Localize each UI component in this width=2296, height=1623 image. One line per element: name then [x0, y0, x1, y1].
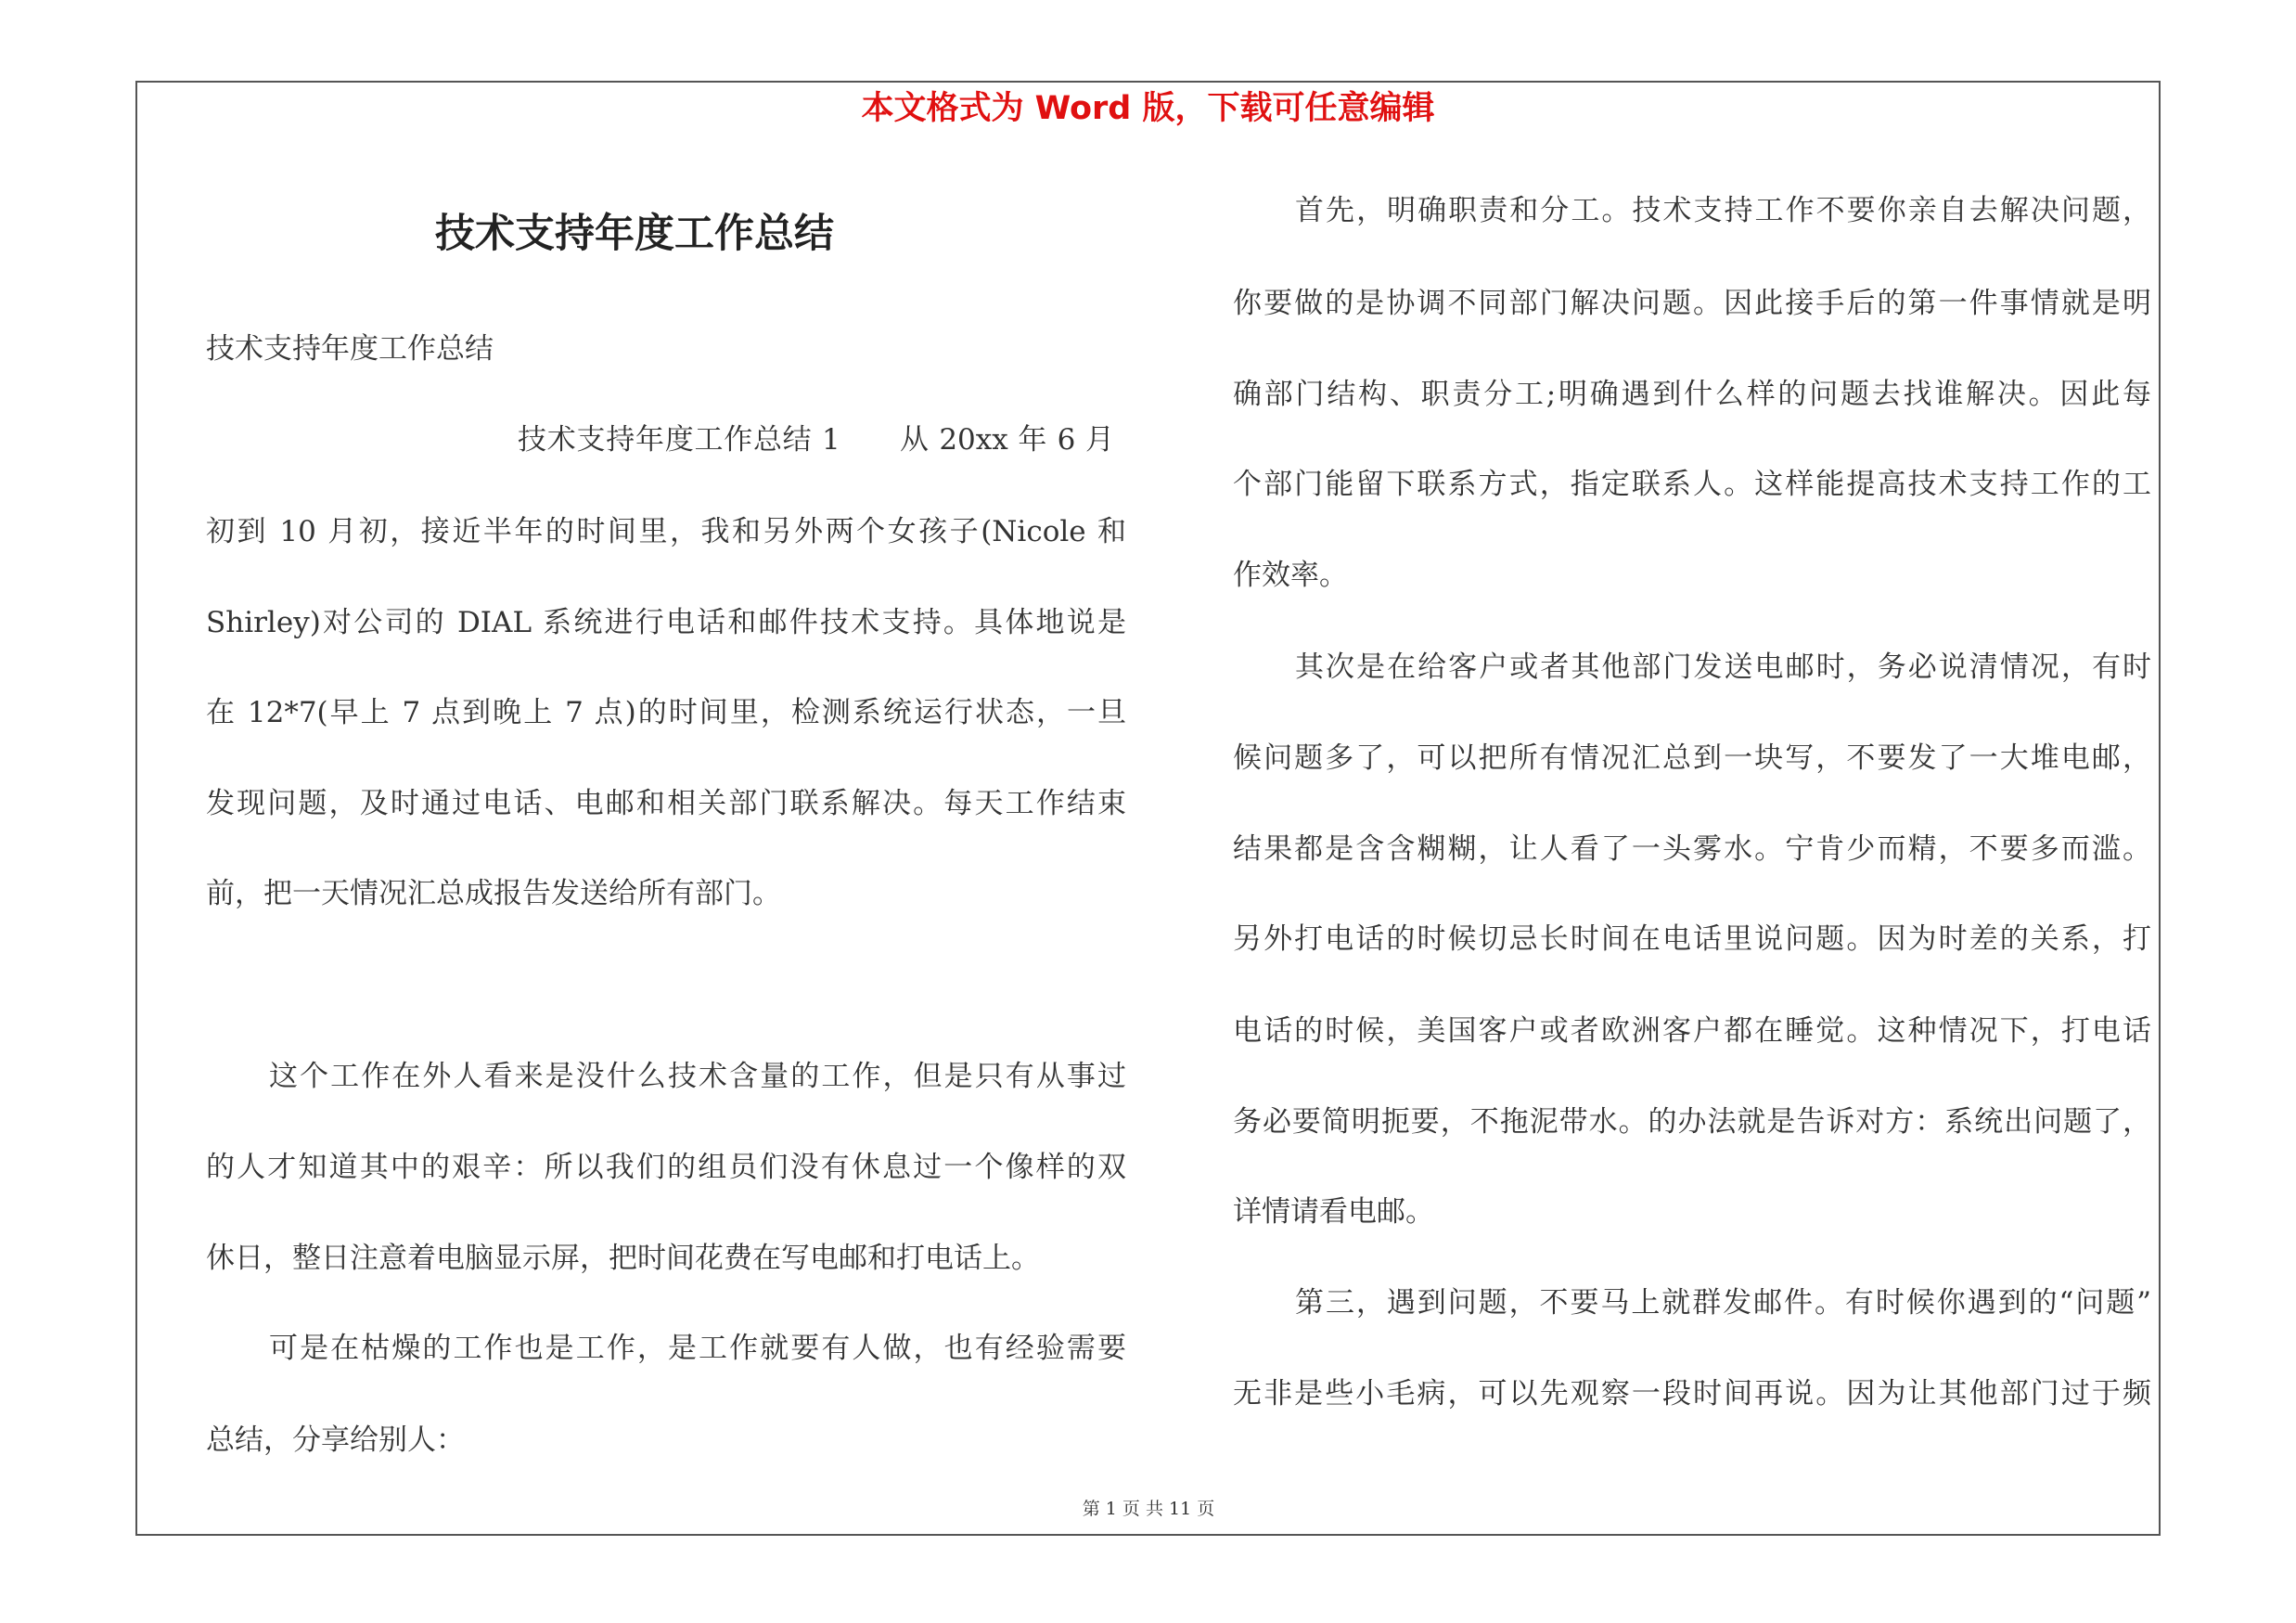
paragraph-line: 初到 10 月初，接近半年的时间里，我和另外两个女孩子(Nicole 和 [206, 515, 1126, 548]
paragraph-line: 发现问题，及时通过电话、电邮和相关部门联系解决。每天工作结束 [206, 787, 1126, 820]
paragraph-line: 确部门结构、职责分工;明确遇到什么样的问题去找谁解决。因此每 [1233, 378, 2151, 411]
paragraph-line: 作效率。 [1233, 559, 1348, 592]
paragraph-line: Shirley)对公司的 DIAL 系统进行电话和邮件技术支持。具体地说是 [206, 606, 1126, 639]
paragraph-line: 你要做的是协调不同部门解决问题。因此接手后的第一件事情就是明 [1233, 287, 2151, 320]
paragraph-line: 个部门能留下联系方式，指定联系人。这样能提高技术支持工作的工 [1233, 468, 2151, 501]
paragraph-line: 首先，明确职责和分工。技术支持工作不要你亲自去解决问题， [1295, 194, 2151, 227]
paragraph-line: 另外打电话的时候切忌长时间在电话里说问题。因为时差的关系，打 [1233, 922, 2151, 956]
paragraph-line: 第三，遇到问题，不要马上就群发邮件。有时候你遇到的“问题” [1295, 1286, 2151, 1320]
paragraph-line: 在 12*7(早上 7 点到晚上 7 点)的时间里，检测系统运行状态，一旦 [206, 696, 1126, 729]
paragraph-line: 电话的时候，美国客户或者欧洲客户都在睡觉。这种情况下，打电话 [1233, 1014, 2151, 1048]
paragraph-line: 这个工作在外人看来是没什么技术含量的工作，但是只有从事过 [269, 1060, 1126, 1093]
paragraph-line: 技术支持年度工作总结 [206, 332, 494, 366]
paragraph-line: 前，把一天情况汇总成报告发送给所有部门。 [206, 877, 781, 910]
paragraph-line: 候问题多了，可以把所有情况汇总到一块写，不要发了一大堆电邮， [1233, 741, 2151, 775]
paragraph-line: 务必要简明扼要，不拖泥带水。的办法就是告诉对方：系统出问题了， [1233, 1105, 2151, 1139]
paragraph-line: 结果都是含含糊糊，让人看了一头雾水。宁肯少而精，不要多而滥。 [1233, 832, 2151, 866]
paragraph-line: 详情请看电邮。 [1233, 1195, 1434, 1229]
paragraph-line: 无非是些小毛病，可以先观察一段时间再说。因为让其他部门过于频 [1233, 1377, 2151, 1410]
paragraph-line: 的人才知道其中的艰辛：所以我们的组员们没有休息过一个像样的双 [206, 1151, 1126, 1184]
paragraph-line: 其次是在给客户或者其他部门发送电邮时，务必说清情况，有时 [1295, 650, 2151, 684]
document-title: 技术支持年度工作总结 [435, 211, 834, 257]
format-notice: 本文格式为 Word 版，下载可任意编辑 [861, 90, 1435, 127]
page-number: 第 1 页 共 11 页 [1082, 1499, 1215, 1519]
paragraph-line: 技术支持年度工作总结 1 从 20xx 年 6 月 [518, 423, 1114, 457]
paragraph-line: 休日，整日注意着电脑显示屏，把时间花费在写电邮和打电话上。 [206, 1242, 1040, 1275]
paragraph-line: 可是在枯燥的工作也是工作，是工作就要有人做，也有经验需要 [269, 1332, 1126, 1365]
paragraph-line: 总结，分享给别人： [206, 1423, 465, 1457]
